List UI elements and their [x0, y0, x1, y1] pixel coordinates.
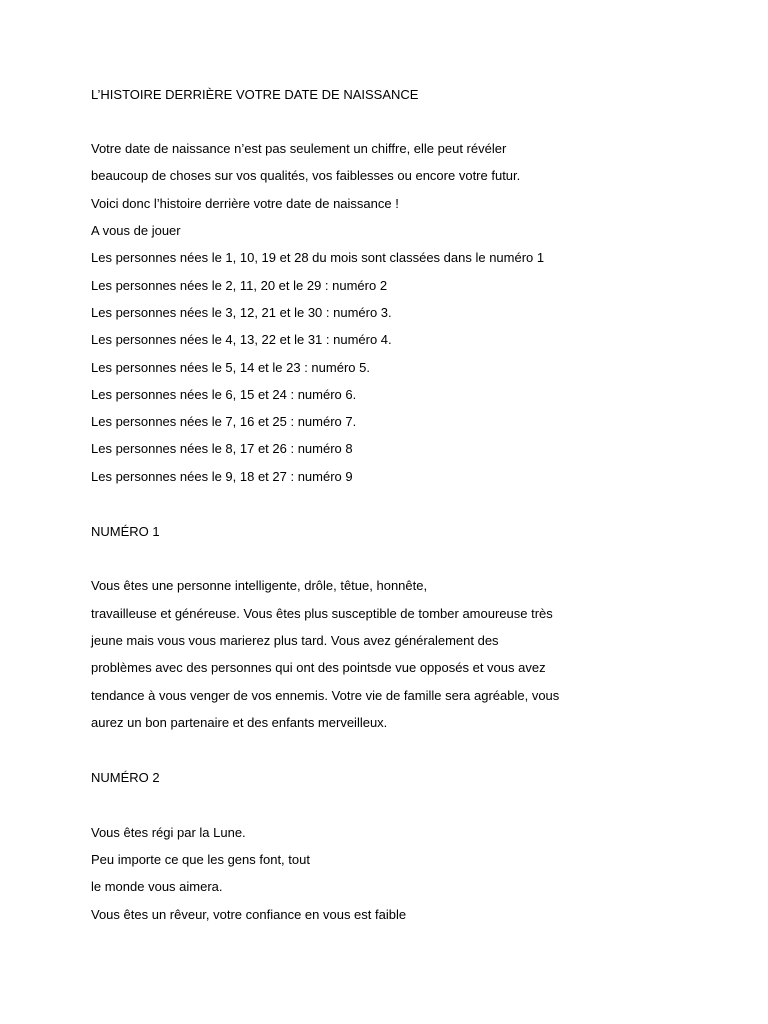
group-line: Les personnes nées le 3, 12, 21 et le 30 : numéro 3.	[91, 305, 392, 320]
group-line: Les personnes nées le 6, 15 et 24 : numéro 6.	[91, 387, 357, 402]
intro-line: A vous de jouer	[91, 223, 181, 238]
section-line: aurez un bon partenaire et des enfants merveilleux.	[91, 715, 388, 730]
section-heading: NUMÉRO 2	[91, 770, 160, 785]
section-line: Vous êtes un rêveur, votre confiance en vous est faible	[91, 907, 407, 922]
section-line: tendance à vous venger de vos ennemis. Votre vie de famille sera agréable, vous	[91, 688, 560, 703]
intro-line: beaucoup de choses sur vos qualités, vos faiblesses ou encore votre futur.	[91, 168, 521, 183]
group-line: Les personnes nées le 5, 14 et le 23 : numéro 5.	[91, 360, 370, 375]
section-line: travailleuse et généreuse. Vous êtes plus susceptible de tomber amoureuse très	[91, 606, 553, 621]
section-line: Vous êtes régi par la Lune.	[91, 825, 246, 840]
group-line: Les personnes nées le 1, 10, 19 et 28 du mois sont classées dans le numéro 1	[91, 250, 545, 265]
section-line: Vous êtes une personne intelligente, drôle, têtue, honnête,	[91, 578, 428, 593]
section-line: problèmes avec des personnes qui ont des pointsde vue opposés et vous avez	[91, 660, 546, 675]
group-line: Les personnes nées le 4, 13, 22 et le 31 : numéro 4.	[91, 332, 392, 347]
group-line: Les personnes nées le 7, 16 et 25 : numéro 7.	[91, 414, 357, 429]
section-line: jeune mais vous vous marierez plus tard. Vous avez généralement des	[91, 633, 499, 648]
group-line: Les personnes nées le 9, 18 et 27 : numéro 9	[91, 469, 353, 484]
group-line: Les personnes nées le 2, 11, 20 et le 29 : numéro 2	[91, 278, 388, 293]
document-title: L’HISTOIRE DERRIÈRE VOTRE DATE DE NAISSANCE	[91, 87, 419, 102]
intro-line: Voici donc l’histoire derrière votre date de naissance !	[91, 196, 399, 211]
section-line: le monde vous aimera.	[91, 879, 223, 894]
section-line: Peu importe ce que les gens font, tout	[91, 852, 310, 867]
group-line: Les personnes nées le 8, 17 et 26 : numéro 8	[91, 441, 353, 456]
section-heading: NUMÉRO 1	[91, 524, 160, 539]
intro-line: Votre date de naissance n’est pas seulement un chiffre, elle peut révéler	[91, 141, 507, 156]
